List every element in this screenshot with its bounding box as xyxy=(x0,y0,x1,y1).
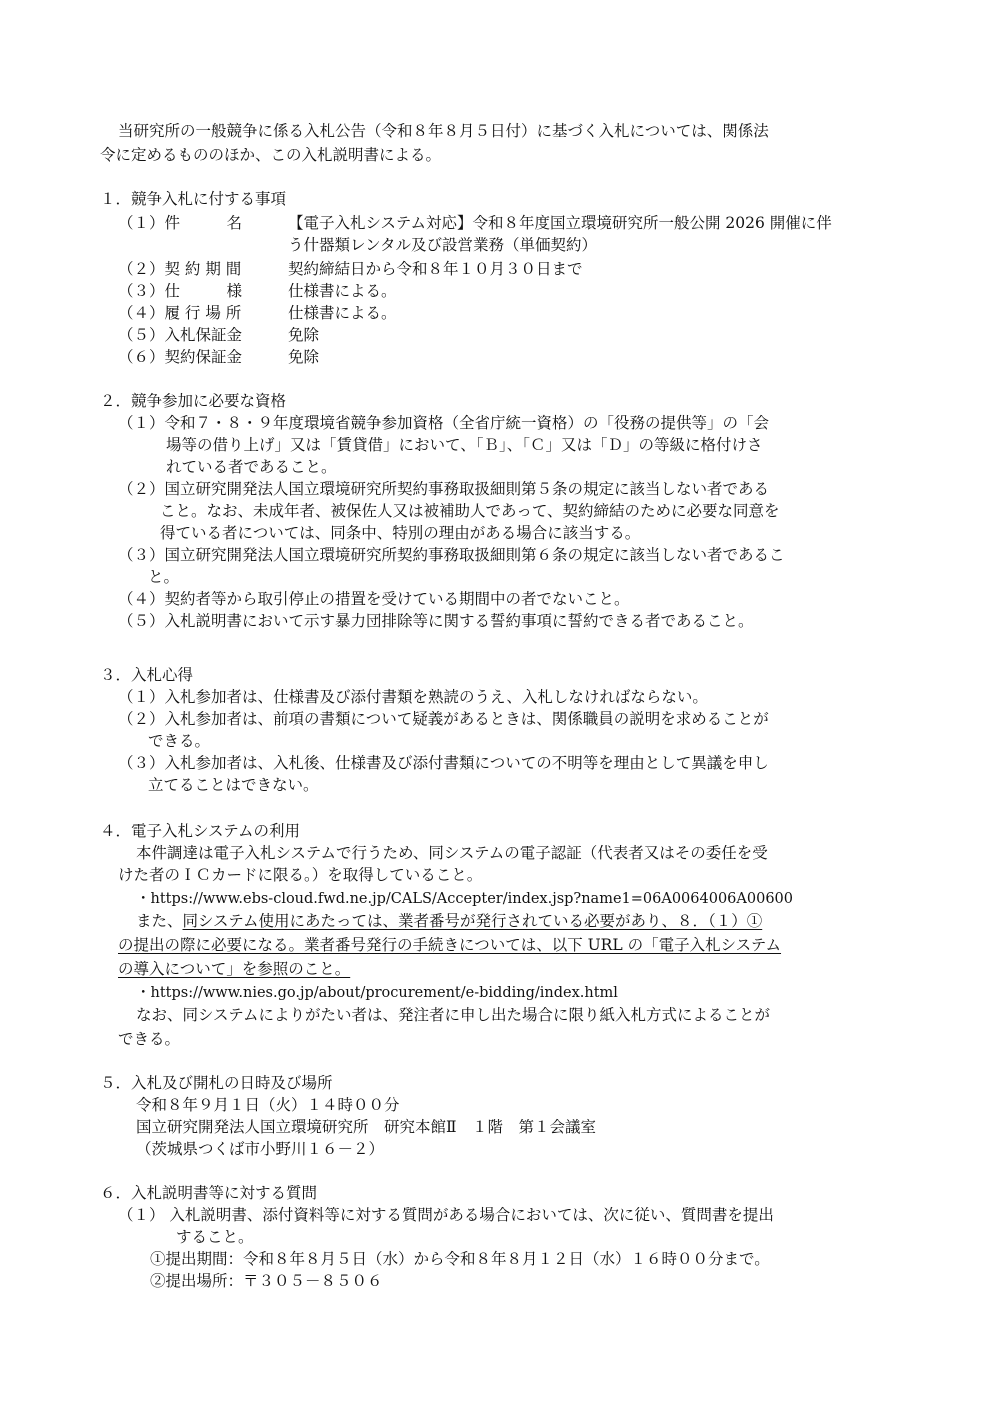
s4-paragraph-line: けた者のＩＣカードに限る。）を取得していること。 xyxy=(118,866,483,884)
s3-line: （３）入札参加者は、入札後、仕様書及び添付書類についての不明等を理由として異議を申し xyxy=(118,754,769,772)
section-1-heading: １．競争入札に付する事項 xyxy=(100,190,287,208)
s1-item-bid-bond xyxy=(118,324,319,346)
s6-submission-place: ②提出場所：〒３０５－８５０６ xyxy=(150,1272,383,1290)
s2-line: こと。なお、未成年者、被保佐人又は被補助人であって、契約締結のために必要な同意を xyxy=(160,502,780,520)
s4-underlined-text: 同システム使用にあたっては、業者番号が発行されている必要があり、８．（１）① xyxy=(182,912,763,930)
intro-line-1: 当研究所の一般競争に係る入札公告（令和８年８月５日付）に基づく入札については、関係法 xyxy=(118,122,769,140)
s2-line: （２）国立研究開発法人国立環境研究所契約事務取扱細則第５条の規定に該当しない者である xyxy=(118,480,770,498)
s1-item-label: （１）件 名 xyxy=(118,214,243,232)
s6-line: （１） 入札説明書、添付資料等に対する質問がある場合においては、次に従い、質問書を提出 xyxy=(118,1206,774,1224)
s1-item-spec xyxy=(118,280,397,302)
bid-place: 国立研究開発法人国立環境研究所 研究本館Ⅱ １階 第１会議室 xyxy=(136,1118,597,1136)
section-5-heading: ５．入札及び開札の日時及び場所 xyxy=(100,1074,333,1092)
s1-item-label: （５）入札保証金 xyxy=(118,326,243,344)
s1-item-value: 契約締結日から令和８年１０月３０日まで xyxy=(288,260,583,278)
s4-underlined-line: の導入について」を参照のこと。 xyxy=(118,960,351,978)
s4-paragraph-line: なお、同システムによりがたい者は、発注者に申し出た場合に限り紙入札方式によることが xyxy=(136,1006,770,1024)
s1-item-label: （６）契約保証金 xyxy=(118,348,243,366)
s3-line: （１）入札参加者は、仕様書及び添付書類を熟読のうえ、入札しなければならない。 xyxy=(118,688,708,706)
s1-item-label: （４）履 行 場 所 xyxy=(118,304,242,322)
s1-item-label: （３）仕 様 xyxy=(118,282,243,300)
s1-item-period xyxy=(118,258,583,280)
section-2-heading: ２．競争参加に必要な資格 xyxy=(100,392,287,410)
section-3-heading: ３．入札心得 xyxy=(100,666,194,684)
s1-item-subject-cont: う什器類レンタル及び設営業務（単価契約） xyxy=(288,236,597,254)
s4-paragraph-line: 本件調達は電子入札システムで行うため、同システムの電子認証（代表者又はその委任を受 xyxy=(136,844,768,862)
s4-paragraph-line: できる。 xyxy=(118,1030,181,1048)
nies-url: ・https://www.nies.go.jp/about/procurement/e-bidding/index.html xyxy=(136,985,618,1001)
s1-item-value: 仕様書による。 xyxy=(288,304,397,322)
s1-item-contract-bond xyxy=(118,346,319,368)
s4-text: また、 xyxy=(136,912,183,930)
section-4-heading: ４．電子入札システムの利用 xyxy=(100,822,300,840)
s1-item-value: 免除 xyxy=(288,326,320,344)
ebs-cloud-url: ・https://www.ebs-cloud.fwd.ne.jp/CALS/Accepter/index.jsp?name1=06A0064006A00600 xyxy=(136,891,793,907)
s4-underlined-line: の提出の際に必要になる。業者番号発行の手続きについては、以下 URL の「電子入札システム xyxy=(118,936,782,954)
s1-item-subject xyxy=(118,212,832,234)
s2-line: と。 xyxy=(148,568,180,586)
s2-line: 得ている者については、同条中、特別の理由がある場合に該当する。 xyxy=(160,524,641,542)
bid-datetime: 令和８年９月１日（火）１４時００分 xyxy=(136,1096,400,1114)
s2-line: 場等の借り上げ」又は「賃貸借」において、「Ｂ」、「Ｃ」又は「Ｄ」の等級に格付けさ xyxy=(166,436,763,454)
s6-line: すること。 xyxy=(176,1228,254,1246)
s2-line: れている者であること。 xyxy=(166,458,337,476)
s2-line: （１）令和７・８・９年度環境省競争参加資格（全省庁統一資格）の「役務の提供等」の「会 xyxy=(118,414,770,432)
s2-line: （３）国立研究開発法人国立環境研究所契約事務取扱細則第６条の規定に該当しない者であるこ xyxy=(118,546,785,564)
s1-item-value: 【電子入札システム対応】令和８年度国立環境研究所一般公開 2026 開催に伴 xyxy=(288,214,832,232)
s4-paragraph-line xyxy=(136,910,762,932)
s2-line: （５）入札説明書において示す暴力団排除等に関する誓約事項に誓約できる者であること。 xyxy=(118,612,754,630)
s3-line: （２）入札参加者は、前項の書類について疑義があるときは、関係職員の説明を求めることが xyxy=(118,710,769,728)
s1-item-value: 仕様書による。 xyxy=(288,282,397,300)
s3-line: できる。 xyxy=(148,732,211,750)
s1-item-location xyxy=(118,302,397,324)
intro-line-2: 令に定めるもののほか、この入札説明書による。 xyxy=(100,146,442,164)
s1-item-label: （２）契 約 期 間 xyxy=(118,260,242,278)
section-6-heading: ６．入札説明書等に対する質問 xyxy=(100,1184,318,1202)
s1-item-value: 免除 xyxy=(288,348,320,366)
s6-submission-period: ①提出期間：令和８年８月５日（水）から令和８年８月１２日（水）１６時００分まで。 xyxy=(150,1250,770,1268)
s3-line: 立てることはできない。 xyxy=(148,776,319,794)
bid-address: （茨城県つくば市小野川１６－２） xyxy=(136,1140,385,1158)
s2-line: （４）契約者等から取引停止の措置を受けている期間中の者でないこと。 xyxy=(118,590,630,608)
